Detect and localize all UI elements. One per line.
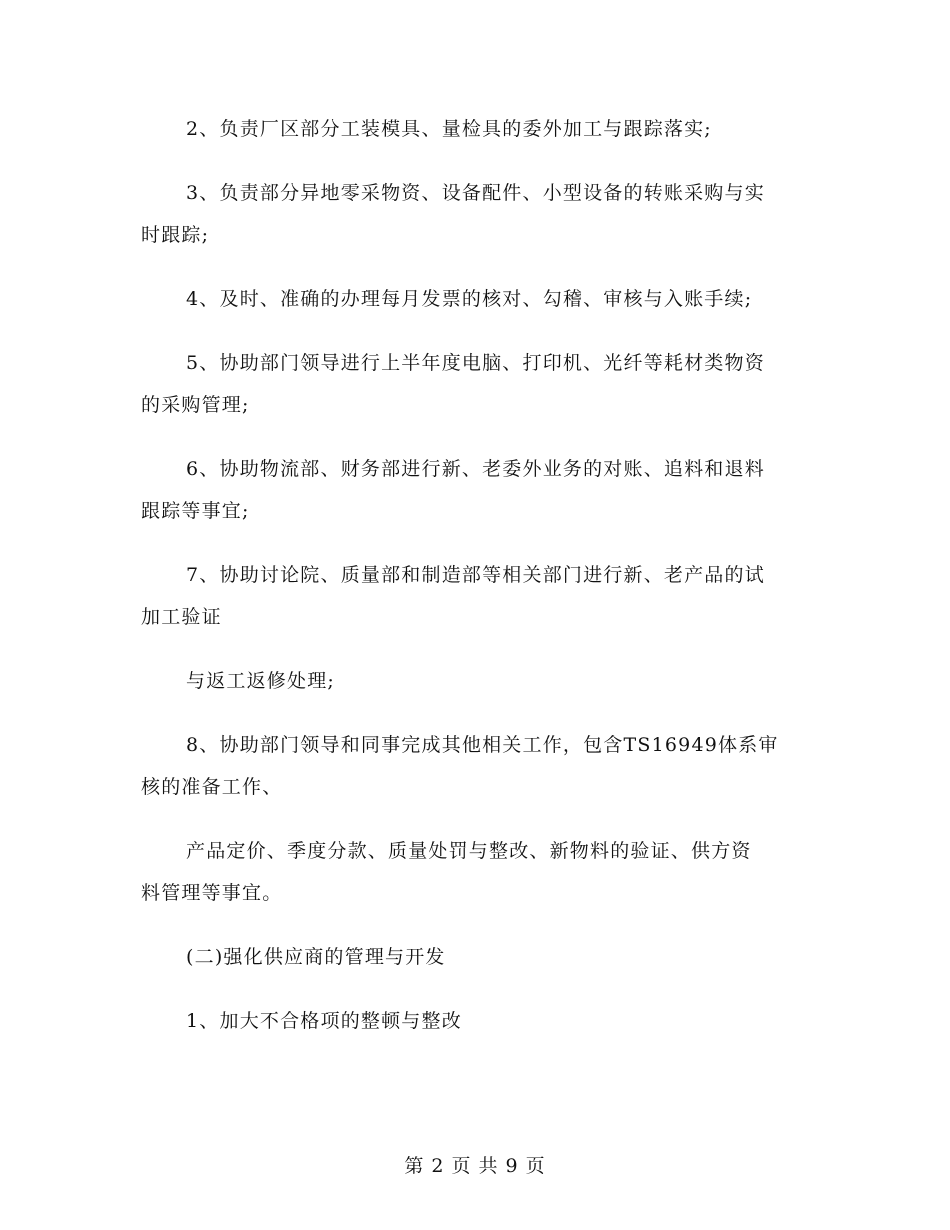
paragraph-item-7-continuation: 与返工返修处理; bbox=[186, 670, 336, 692]
paragraph-item-8-line-2: 核的准备工作、 bbox=[141, 776, 283, 798]
section-item-1: 1、加大不合格项的整顿与整改 bbox=[186, 1010, 462, 1032]
paragraph-item-4: 4、及时、准确的办理每月发票的核对、勾稽、审核与入账手续; bbox=[186, 288, 753, 310]
paragraph-item-3-line-1: 3、负责部分异地零采物资、设备配件、小型设备的转账采购与实 bbox=[186, 182, 765, 204]
paragraph-item-7-line-2: 加工验证 bbox=[141, 606, 222, 628]
paragraph-item-5-line-2: 的采购管理; bbox=[141, 394, 250, 416]
paragraph-item-8-line-1: 8、协助部门领导和同事完成其他相关工作，包含TS16949体系审 bbox=[186, 734, 779, 756]
page-number-footer: 第 2 页 共 9 页 bbox=[404, 1155, 546, 1177]
paragraph-item-5-line-1: 5、协助部门领导进行上半年度电脑、打印机、光纤等耗材类物资 bbox=[186, 352, 765, 374]
paragraph-item-6-line-2: 跟踪等事宜; bbox=[141, 500, 250, 522]
paragraph-item-8-continuation-line-1: 产品定价、季度分款、质量处罚与整改、新物料的验证、供方资 bbox=[186, 840, 752, 862]
paragraph-item-8-continuation-line-2: 料管理等事宜。 bbox=[141, 882, 283, 904]
paragraph-item-7-line-1: 7、协助讨论院、质量部和制造部等相关部门进行新、老产品的试 bbox=[186, 564, 765, 586]
paragraph-item-2: 2、负责厂区部分工装模具、量检具的委外加工与跟踪落实; bbox=[186, 118, 712, 140]
paragraph-item-6-line-1: 6、协助物流部、财务部进行新、老委外业务的对账、追料和退料 bbox=[186, 458, 765, 480]
paragraph-item-3-line-2: 时跟踪; bbox=[141, 224, 210, 246]
section-heading: (二)强化供应商的管理与开发 bbox=[186, 946, 446, 968]
